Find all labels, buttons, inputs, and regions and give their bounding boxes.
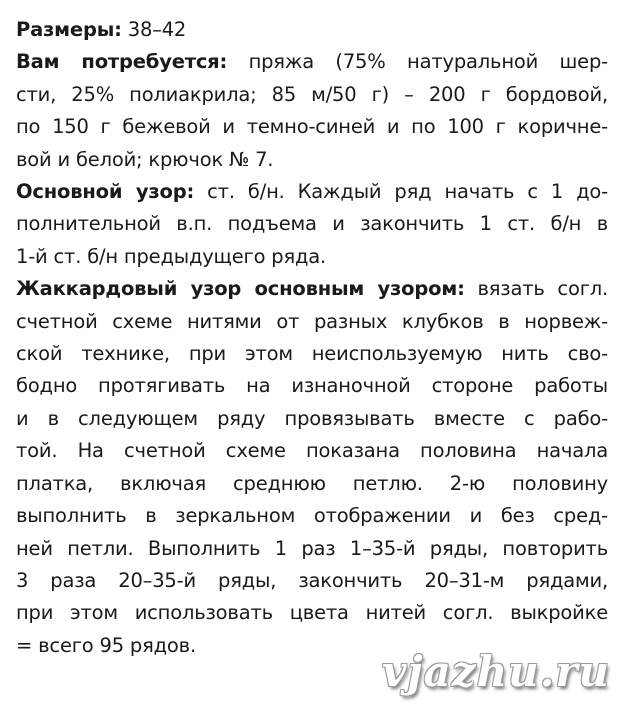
materials-line-4: вой и белой; крючок № 7. [16,147,274,171]
main-pattern-line-1 [16,176,608,208]
jacquard-line-6: той. На счетной схеме показана половина начала [16,439,608,463]
materials-text: пряжа (75% натуральной шер- [227,50,608,74]
jacquard-line-4: бодно протягивать на изнаночной стороне работы [16,374,608,398]
main-pattern-line-3: 1-й ст. б/н предыдущего ряда. [16,244,327,268]
main-pattern-line-2: полнительной в.п. подъема и закончить 1 ст. б/н в [16,212,608,236]
site-watermark: vjazhu.ru [381,647,610,696]
jacquard-line-3: ской технике, при этом неиспользуемую нить сво- [16,342,608,366]
jacquard-line-10: 3 раза 20–35-й ряды, закончить 20–31-м рядами, [16,568,608,592]
jacquard-label: Жаккардовый узор основным узором: [16,277,465,301]
materials-line-1 [16,46,608,78]
jacquard-line-11: при этом использовать цвета нитей согл. выкройке [16,601,608,625]
jacquard-text: вязать согл. [464,277,608,301]
pattern-instructions [16,14,608,662]
materials-label: Вам потребуется: [16,50,228,74]
sizes-value: 38–42 [121,18,187,41]
sizes-line [16,14,608,46]
materials-line-2: сти, 25% полиакрила; 85 м/50 г) – 200 г бордовой, [16,82,608,106]
jacquard-line-2: счетной схеме нитями от разных клубков в норвеж- [16,309,608,333]
main-pattern-text: ст. б/н. Каждый ряд начать с 1 до- [194,180,608,204]
sizes-label: Размеры: [16,18,122,41]
main-pattern-label: Основной узор: [16,180,195,204]
jacquard-line-7: платка, включая среднюю петлю. 2-ю половину [16,471,608,495]
jacquard-line-5: и в следующем ряду провязывать вместе с рабо- [16,406,608,430]
jacquard-line-8: выполнить в зеркальном отображении и без сред- [16,504,608,528]
jacquard-line-12: = всего 95 рядов. [16,633,196,657]
materials-line-3: по 150 г бежевой и темно-синей и по 100 г коричне- [16,115,608,139]
jacquard-line-9: ней петли. Выполнить 1 раз 1–35-й ряды, повторить [16,536,608,560]
jacquard-line-1 [16,273,608,305]
